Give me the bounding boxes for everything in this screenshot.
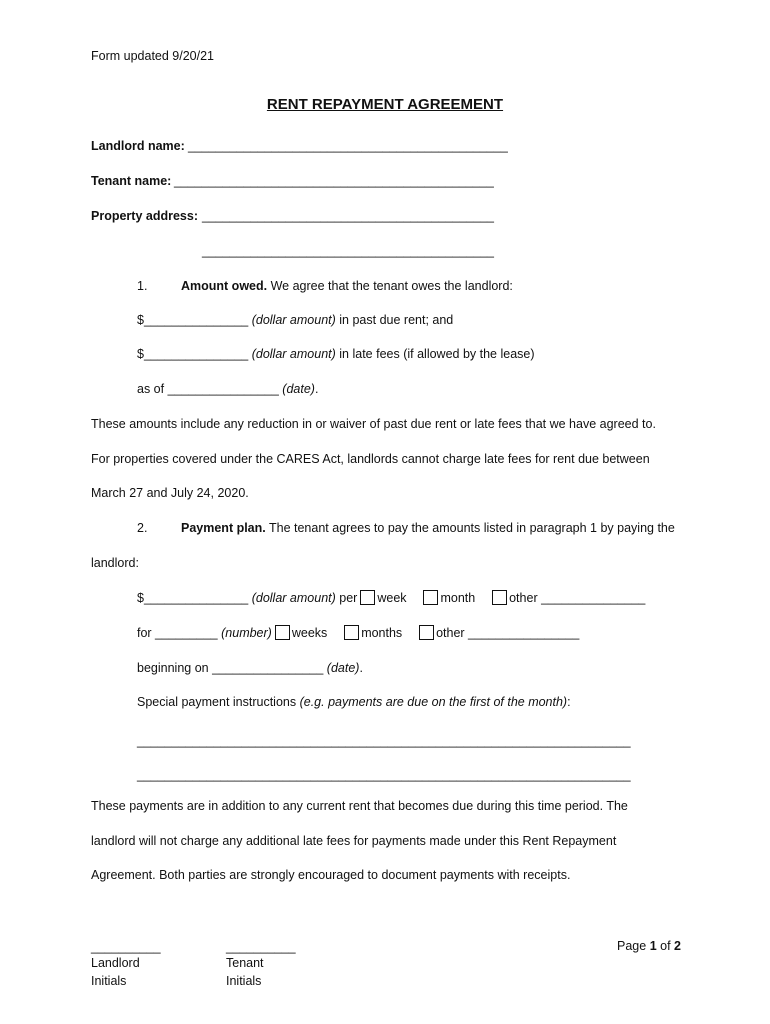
cares-act-dates: March 27 and July 24, 2020. — [91, 486, 249, 500]
other-frequency-checkbox[interactable] — [492, 590, 507, 605]
late-fees-line — [137, 346, 535, 362]
weeks-label: weeks — [291, 626, 328, 640]
page-word: Page — [617, 939, 647, 953]
beginning-date-end: . — [359, 661, 363, 675]
special-instructions-line — [137, 694, 571, 710]
tenant-initials-field[interactable]: __________ — [226, 940, 296, 954]
special-instructions-hint: (e.g. payments are due on the first of the month) — [299, 695, 568, 709]
payment-count-hint: (number) — [221, 626, 272, 640]
beginning-date-hint: (date) — [326, 661, 360, 675]
page-number — [617, 938, 681, 954]
section-1-heading-line — [181, 278, 513, 294]
weeks-checkbox[interactable] — [275, 625, 290, 640]
cares-act-paragraph: For properties covered under the CARES Act, landlords cannot charge late fees for rent due between — [91, 452, 650, 466]
section-2-heading-line — [181, 520, 675, 536]
beginning-date-line — [137, 660, 363, 676]
section-1-number: 1. — [137, 279, 148, 293]
past-due-rent-amount-field[interactable]: $_______________ — [137, 313, 249, 327]
week-label: week — [377, 591, 407, 605]
special-instructions-colon: : — [567, 695, 571, 709]
landlord-name-label: Landlord name: — [91, 139, 185, 153]
property-address-label: Property address: — [91, 209, 198, 223]
month-checkbox[interactable] — [423, 590, 438, 605]
form-updated-date: Form updated 9/20/21 — [91, 49, 214, 63]
late-fees-hint: (dollar amount) — [251, 347, 336, 361]
special-instructions-field-2[interactable]: _______________________________________________________________________ — [137, 768, 631, 782]
payment-count-line — [137, 625, 579, 641]
past-due-rent-line — [137, 312, 453, 328]
landlord-initials-field[interactable]: __________ — [91, 940, 161, 954]
special-instructions-label: Special payment instructions — [137, 695, 297, 709]
as-of-date-field[interactable]: as of ________________ — [137, 382, 279, 396]
tenant-name-field[interactable]: ______________________________________________ — [174, 174, 494, 188]
beginning-date-field[interactable]: beginning on ________________ — [137, 661, 324, 675]
other-frequency-field[interactable]: other _______________ — [509, 591, 646, 605]
section-2-number: 2. — [137, 521, 148, 535]
late-fees-text: in late fees (if allowed by the lease) — [339, 347, 535, 361]
section-2-continuation: landlord: — [91, 556, 139, 570]
late-fees-amount-field[interactable]: $_______________ — [137, 347, 249, 361]
special-instructions-field-1[interactable]: _______________________________________________________________________ — [137, 734, 631, 748]
page-of: of — [660, 939, 671, 953]
month-label: month — [440, 591, 476, 605]
payment-amount-field[interactable]: $_______________ — [137, 591, 249, 605]
months-label: months — [361, 626, 403, 640]
closing-paragraph-line-1: These payments are in addition to any current rent that becomes due during this time period. The — [91, 799, 628, 813]
as-of-date-end: . — [314, 382, 319, 396]
past-due-rent-hint: (dollar amount) — [251, 313, 336, 327]
tenant-name-label: Tenant name: — [91, 174, 172, 188]
week-checkbox[interactable] — [360, 590, 375, 605]
landlord-initials-label-2: Initials — [91, 974, 127, 988]
property-address-field-2[interactable]: __________________________________________ — [202, 244, 494, 258]
as-of-date-line — [137, 381, 318, 397]
section-1-text: We agree that the tenant owes the landlord: — [270, 279, 513, 293]
other-duration-field[interactable]: other ________________ — [436, 626, 580, 640]
property-address-field-1[interactable]: __________________________________________ — [202, 209, 494, 223]
landlord-name-field[interactable]: ______________________________________________ — [188, 139, 508, 153]
payment-amount-line — [137, 590, 645, 606]
page-total: 2 — [674, 939, 681, 953]
as-of-date-hint: (date) — [282, 382, 315, 396]
payment-amount-hint: (dollar amount) — [251, 591, 336, 605]
closing-paragraph-line-2: landlord will not charge any additional late fees for payments made under this Rent Repayment — [91, 834, 617, 848]
tenant-initials-label-1: Tenant — [226, 956, 264, 970]
page-title: RENT REPAYMENT AGREEMENT — [266, 96, 504, 113]
tenant-initials-label-2: Initials — [226, 974, 262, 988]
months-checkbox[interactable] — [344, 625, 359, 640]
section-2-heading: Payment plan. — [181, 521, 266, 535]
section-2-text: The tenant agrees to pay the amounts listed in paragraph 1 by paying the — [269, 521, 675, 535]
past-due-rent-text: in past due rent; and — [339, 313, 454, 327]
per-label: per — [339, 591, 358, 605]
other-duration-checkbox[interactable] — [419, 625, 434, 640]
section-1-heading: Amount owed. — [181, 279, 268, 293]
page-current: 1 — [649, 939, 657, 953]
landlord-initials-label-1: Landlord — [91, 956, 140, 970]
closing-paragraph-line-3: Agreement. Both parties are strongly encouraged to document payments with receipts. — [91, 868, 571, 882]
payment-count-field[interactable]: for _________ — [137, 626, 218, 640]
amounts-paragraph: These amounts include any reduction in or waiver of past due rent or late fees that we have agreed to. — [91, 417, 656, 431]
